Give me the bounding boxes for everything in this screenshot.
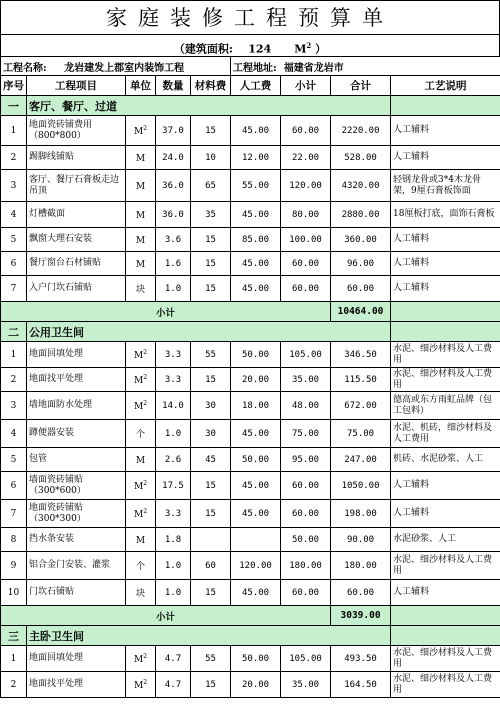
row-item: 地面找平处理 (27, 672, 126, 698)
row-note: 水泥、细沙材料及人工费用 (391, 368, 500, 392)
subtotal-label: 小计 (1, 302, 331, 322)
row-total: 90.00 (331, 528, 391, 552)
header-cell: 工艺说明 (391, 76, 500, 96)
unit-text: M (135, 455, 146, 466)
row-unit (126, 228, 156, 252)
unit-sup: 2 (143, 373, 148, 381)
subtotal-value: 10464.00 (331, 302, 391, 322)
row-quantity: 1.8 (156, 528, 191, 552)
unit-text: M (135, 210, 146, 221)
table-row (1, 170, 500, 202)
row-total: 180.00 (331, 552, 391, 580)
row-total: 360.00 (331, 228, 391, 252)
row-subtotal: 105.00 (281, 342, 331, 368)
project-addr: 福建省龙岩市 (283, 62, 344, 74)
subtotal-value: 3039.00 (331, 606, 391, 626)
row-subtotal: 35.00 (281, 672, 331, 698)
unit-sup: 2 (143, 652, 148, 660)
section-number: 三 (1, 626, 27, 646)
row-item: 地面瓷砖铺费用（800*800） (27, 116, 126, 146)
row-unit (126, 202, 156, 228)
row-unit (126, 528, 156, 552)
table-row (1, 672, 500, 698)
row-quantity: 1.0 (156, 420, 191, 448)
unit-text: M (133, 401, 144, 412)
row-labor-cost: 45.00 (231, 500, 281, 528)
row-material-cost: 15 (191, 276, 231, 302)
row-item: 入户门坎石铺贴 (27, 276, 126, 302)
table-row (1, 646, 500, 672)
row-quantity: 17.5 (156, 472, 191, 500)
row-number: 5 (1, 448, 27, 472)
row-number: 9 (1, 552, 27, 580)
row-labor-cost: 50.00 (231, 448, 281, 472)
row-subtotal: 100.00 (281, 228, 331, 252)
row-material-cost: 15 (191, 252, 231, 276)
table-row (1, 342, 500, 368)
row-labor-cost: 45.00 (231, 252, 281, 276)
row-item: 蹲便器安装 (27, 420, 126, 448)
row-note: 人工辅料 (391, 276, 500, 302)
subtotal-label: 小计 (1, 606, 331, 626)
row-material-cost: 15 (191, 580, 231, 606)
row-total: 346.50 (331, 342, 391, 368)
row-note: 机砖、水泥砂浆、人工 (391, 448, 500, 472)
row-unit (126, 116, 156, 146)
row-total: 2880.00 (331, 202, 391, 228)
project-name-label: 工程名称: (3, 62, 47, 74)
header-cell: 数量 (156, 76, 191, 96)
row-quantity: 37.0 (156, 116, 191, 146)
row-quantity: 14.0 (156, 392, 191, 420)
unit-text: M (135, 259, 146, 270)
unit-text: M (133, 509, 144, 520)
row-subtotal: 60.00 (281, 276, 331, 302)
row-number: 10 (1, 580, 27, 606)
section-name: 公用卫生间 (27, 322, 391, 342)
row-note: 人工辅料 (391, 116, 500, 146)
row-labor-cost: 45.00 (231, 580, 281, 606)
unit-sup: 2 (143, 479, 148, 487)
unit-text: M (133, 126, 144, 137)
row-note: 18厘板打底，面饰石膏板 (391, 202, 500, 228)
row-number: 8 (1, 528, 27, 552)
row-item: 地面找平处理 (27, 368, 126, 392)
row-subtotal: 48.00 (281, 392, 331, 420)
row-total: 4320.00 (331, 170, 391, 202)
row-number: 7 (1, 500, 27, 528)
unit-text: M (135, 153, 146, 164)
row-unit (126, 448, 156, 472)
row-number: 3 (1, 170, 27, 202)
row-labor-cost: 45.00 (231, 276, 281, 302)
row-total: 164.50 (331, 672, 391, 698)
section-number: 一 (1, 96, 27, 116)
row-note: 人工辅料 (391, 500, 500, 528)
row-subtotal: 60.00 (281, 500, 331, 528)
row-quantity: 4.7 (156, 672, 191, 698)
row-quantity: 36.0 (156, 202, 191, 228)
row-number: 6 (1, 252, 27, 276)
row-unit (126, 368, 156, 392)
table-row (1, 116, 500, 146)
row-quantity: 36.0 (156, 170, 191, 202)
table-row (1, 202, 500, 228)
row-labor-cost (231, 528, 281, 552)
header-cell: 序号 (1, 76, 27, 96)
row-unit (126, 500, 156, 528)
row-total: 672.00 (331, 392, 391, 420)
unit-text: M (135, 535, 146, 546)
row-labor-cost: 50.00 (231, 342, 281, 368)
row-note: 水泥、细沙材料及人工费用 (391, 646, 500, 672)
row-material-cost: 15 (191, 500, 231, 528)
row-unit (126, 252, 156, 276)
row-subtotal: 60.00 (281, 116, 331, 146)
unit-text: 块 (135, 589, 145, 599)
table-row (1, 552, 500, 580)
row-item: 挡水条安装 (27, 528, 126, 552)
row-item: 灯槽截面 (27, 202, 126, 228)
row-subtotal: 50.00 (281, 528, 331, 552)
row-item: 铝合金门安装、灌浆 (27, 552, 126, 580)
row-subtotal: 60.00 (281, 472, 331, 500)
row-unit (126, 646, 156, 672)
project-addr-label: 工程地址: (233, 62, 277, 74)
table-row (1, 368, 500, 392)
budget-table (0, 56, 500, 698)
section-name: 主卧卫生间 (27, 626, 391, 646)
table-row (1, 146, 500, 170)
row-quantity: 3.3 (156, 500, 191, 528)
row-number: 5 (1, 228, 27, 252)
row-item: 地面回填处理 (27, 646, 126, 672)
row-labor-cost: 45.00 (231, 420, 281, 448)
area-unit: M (294, 42, 307, 56)
row-material-cost: 30 (191, 420, 231, 448)
section-blank (391, 96, 500, 116)
row-total: 115.50 (331, 368, 391, 392)
subtotal-blank (391, 302, 500, 322)
unit-sup: 2 (143, 124, 148, 132)
row-material-cost: 65 (191, 170, 231, 202)
row-note: 水泥、细沙材料及人工费用 (391, 342, 500, 368)
row-subtotal: 75.00 (281, 420, 331, 448)
unit-text: 块 (135, 285, 145, 295)
row-labor-cost: 45.00 (231, 202, 281, 228)
row-labor-cost: 120.00 (231, 552, 281, 580)
row-labor-cost: 85.00 (231, 228, 281, 252)
row-unit (126, 146, 156, 170)
section-name: 客厅、餐厅、过道 (27, 96, 391, 116)
unit-sup: 2 (143, 348, 148, 356)
row-item: 地面瓷砖铺贴（300*300） (27, 500, 126, 528)
section-header-row (1, 322, 500, 342)
row-note: 德高或东方雨虹品牌（包工包料） (391, 392, 500, 420)
row-note: 水泥、细沙材料及人工费用 (391, 672, 500, 698)
unit-text: 个 (135, 562, 145, 572)
row-note: 人工辅料 (391, 580, 500, 606)
section-header-row (1, 626, 500, 646)
table-row (1, 276, 500, 302)
row-note: 轻钢龙骨或3*4木龙骨架，9厘石膏板饰面 (391, 170, 500, 202)
row-item: 踢脚线铺贴 (27, 146, 126, 170)
row-quantity: 3.3 (156, 342, 191, 368)
row-number: 2 (1, 146, 27, 170)
row-labor-cost: 45.00 (231, 116, 281, 146)
row-unit (126, 420, 156, 448)
unit-sup: 2 (143, 399, 148, 407)
header-row (1, 76, 500, 96)
row-unit (126, 672, 156, 698)
row-number: 2 (1, 672, 27, 698)
row-subtotal: 120.00 (281, 170, 331, 202)
row-labor-cost: 55.00 (231, 170, 281, 202)
row-quantity: 1.0 (156, 276, 191, 302)
area-unit-sup: 2 (306, 41, 312, 50)
row-number: 6 (1, 472, 27, 500)
unit-sup: 2 (143, 678, 148, 686)
row-item: 墙地面防水处理 (27, 392, 126, 420)
header-cell: 材料费 (191, 76, 231, 96)
table-row (1, 420, 500, 448)
row-number: 1 (1, 116, 27, 146)
row-material-cost: 55 (191, 646, 231, 672)
row-note: 水泥、细沙材料及人工费用 (391, 552, 500, 580)
unit-text: 个 (135, 430, 145, 440)
header-cell: 合计 (331, 76, 391, 96)
section-blank (391, 322, 500, 342)
row-number: 7 (1, 276, 27, 302)
row-total: 2220.00 (331, 116, 391, 146)
row-subtotal: 35.00 (281, 368, 331, 392)
row-item: 门坎石铺贴 (27, 580, 126, 606)
row-number: 3 (1, 392, 27, 420)
row-subtotal: 180.00 (281, 552, 331, 580)
row-unit (126, 552, 156, 580)
table-row (1, 392, 500, 420)
area-label: （建筑面积: (173, 42, 233, 56)
row-labor-cost: 50.00 (231, 646, 281, 672)
page-title: 家庭装修工程预算单 (0, 0, 500, 34)
row-item: 包管 (27, 448, 126, 472)
row-unit (126, 342, 156, 368)
header-cell: 人工费 (231, 76, 281, 96)
row-subtotal: 105.00 (281, 646, 331, 672)
row-subtotal: 22.00 (281, 146, 331, 170)
table-row (1, 228, 500, 252)
row-total: 247.00 (331, 448, 391, 472)
row-subtotal: 95.00 (281, 448, 331, 472)
row-labor-cost: 18.00 (231, 392, 281, 420)
row-material-cost: 15 (191, 672, 231, 698)
row-unit (126, 392, 156, 420)
row-labor-cost: 12.00 (231, 146, 281, 170)
subtotal-blank (391, 606, 500, 626)
area-value: 124 (248, 42, 272, 56)
subtotal-row (1, 606, 500, 626)
row-material-cost: 60 (191, 552, 231, 580)
row-note: 水泥、机砖，细沙材料及人工费用 (391, 420, 500, 448)
row-note: 人工辅料 (391, 472, 500, 500)
table-row (1, 472, 500, 500)
area-close: ） (315, 42, 327, 56)
row-note: 人工辅料 (391, 146, 500, 170)
row-total: 75.00 (331, 420, 391, 448)
row-material-cost: 15 (191, 472, 231, 500)
header-cell: 单位 (126, 76, 156, 96)
row-note: 人工辅料 (391, 252, 500, 276)
row-labor-cost: 20.00 (231, 672, 281, 698)
row-total: 1050.00 (331, 472, 391, 500)
row-unit (126, 276, 156, 302)
row-quantity: 3.3 (156, 368, 191, 392)
row-material-cost: 15 (191, 116, 231, 146)
section-header-row (1, 96, 500, 116)
unit-text: M (133, 654, 144, 665)
row-item: 地面回填处理 (27, 342, 126, 368)
row-subtotal: 60.00 (281, 580, 331, 606)
unit-text: M (135, 235, 146, 246)
row-unit (126, 170, 156, 202)
unit-text: M (133, 680, 144, 691)
row-unit (126, 472, 156, 500)
building-area (0, 34, 500, 56)
row-item: 客厅、餐厅石膏板走边吊顶 (27, 170, 126, 202)
unit-text: M (133, 350, 144, 361)
table-row (1, 580, 500, 606)
row-quantity: 4.7 (156, 646, 191, 672)
row-number: 4 (1, 420, 27, 448)
row-item: 餐厅窗台石材铺贴 (27, 252, 126, 276)
row-quantity: 24.0 (156, 146, 191, 170)
unit-sup: 2 (143, 507, 148, 515)
row-total: 60.00 (331, 580, 391, 606)
row-number: 4 (1, 202, 27, 228)
row-material-cost (191, 528, 231, 552)
section-blank (391, 626, 500, 646)
row-material-cost: 15 (191, 368, 231, 392)
row-quantity: 1.0 (156, 552, 191, 580)
project-row (1, 57, 500, 76)
unit-text: M (133, 375, 144, 386)
row-item: 墙面瓷砖铺贴（300*600） (27, 472, 126, 500)
row-quantity: 1.0 (156, 580, 191, 606)
row-material-cost: 30 (191, 392, 231, 420)
row-unit (126, 580, 156, 606)
header-cell: 工程项目 (27, 76, 126, 96)
row-labor-cost: 20.00 (231, 368, 281, 392)
row-material-cost: 45 (191, 448, 231, 472)
row-total: 96.00 (331, 252, 391, 276)
table-row (1, 252, 500, 276)
row-material-cost: 55 (191, 342, 231, 368)
subtotal-row (1, 302, 500, 322)
table-row (1, 528, 500, 552)
unit-text: M (133, 481, 144, 492)
row-quantity: 1.6 (156, 252, 191, 276)
row-subtotal: 80.00 (281, 202, 331, 228)
row-number: 1 (1, 646, 27, 672)
row-material-cost: 10 (191, 146, 231, 170)
project-addr-cell (231, 57, 500, 76)
table-row (1, 500, 500, 528)
row-number: 2 (1, 368, 27, 392)
row-number: 1 (1, 342, 27, 368)
section-number: 二 (1, 322, 27, 342)
row-total: 493.50 (331, 646, 391, 672)
row-quantity: 2.6 (156, 448, 191, 472)
row-item: 飘窗大理石安装 (27, 228, 126, 252)
header-cell: 小计 (281, 76, 331, 96)
row-total: 528.00 (331, 146, 391, 170)
row-material-cost: 35 (191, 202, 231, 228)
table-row (1, 448, 500, 472)
row-material-cost: 15 (191, 228, 231, 252)
row-subtotal: 60.00 (281, 252, 331, 276)
row-note: 人工辅料 (391, 228, 500, 252)
row-note: 水泥砂浆、人工 (391, 528, 500, 552)
row-labor-cost: 45.00 (231, 472, 281, 500)
row-total: 198.00 (331, 500, 391, 528)
project-name-cell (1, 57, 231, 76)
row-total: 60.00 (331, 276, 391, 302)
project-name: 龙岩建发上郡室内装饰工程 (64, 62, 185, 74)
unit-text: M (135, 181, 146, 192)
row-quantity: 3.6 (156, 228, 191, 252)
